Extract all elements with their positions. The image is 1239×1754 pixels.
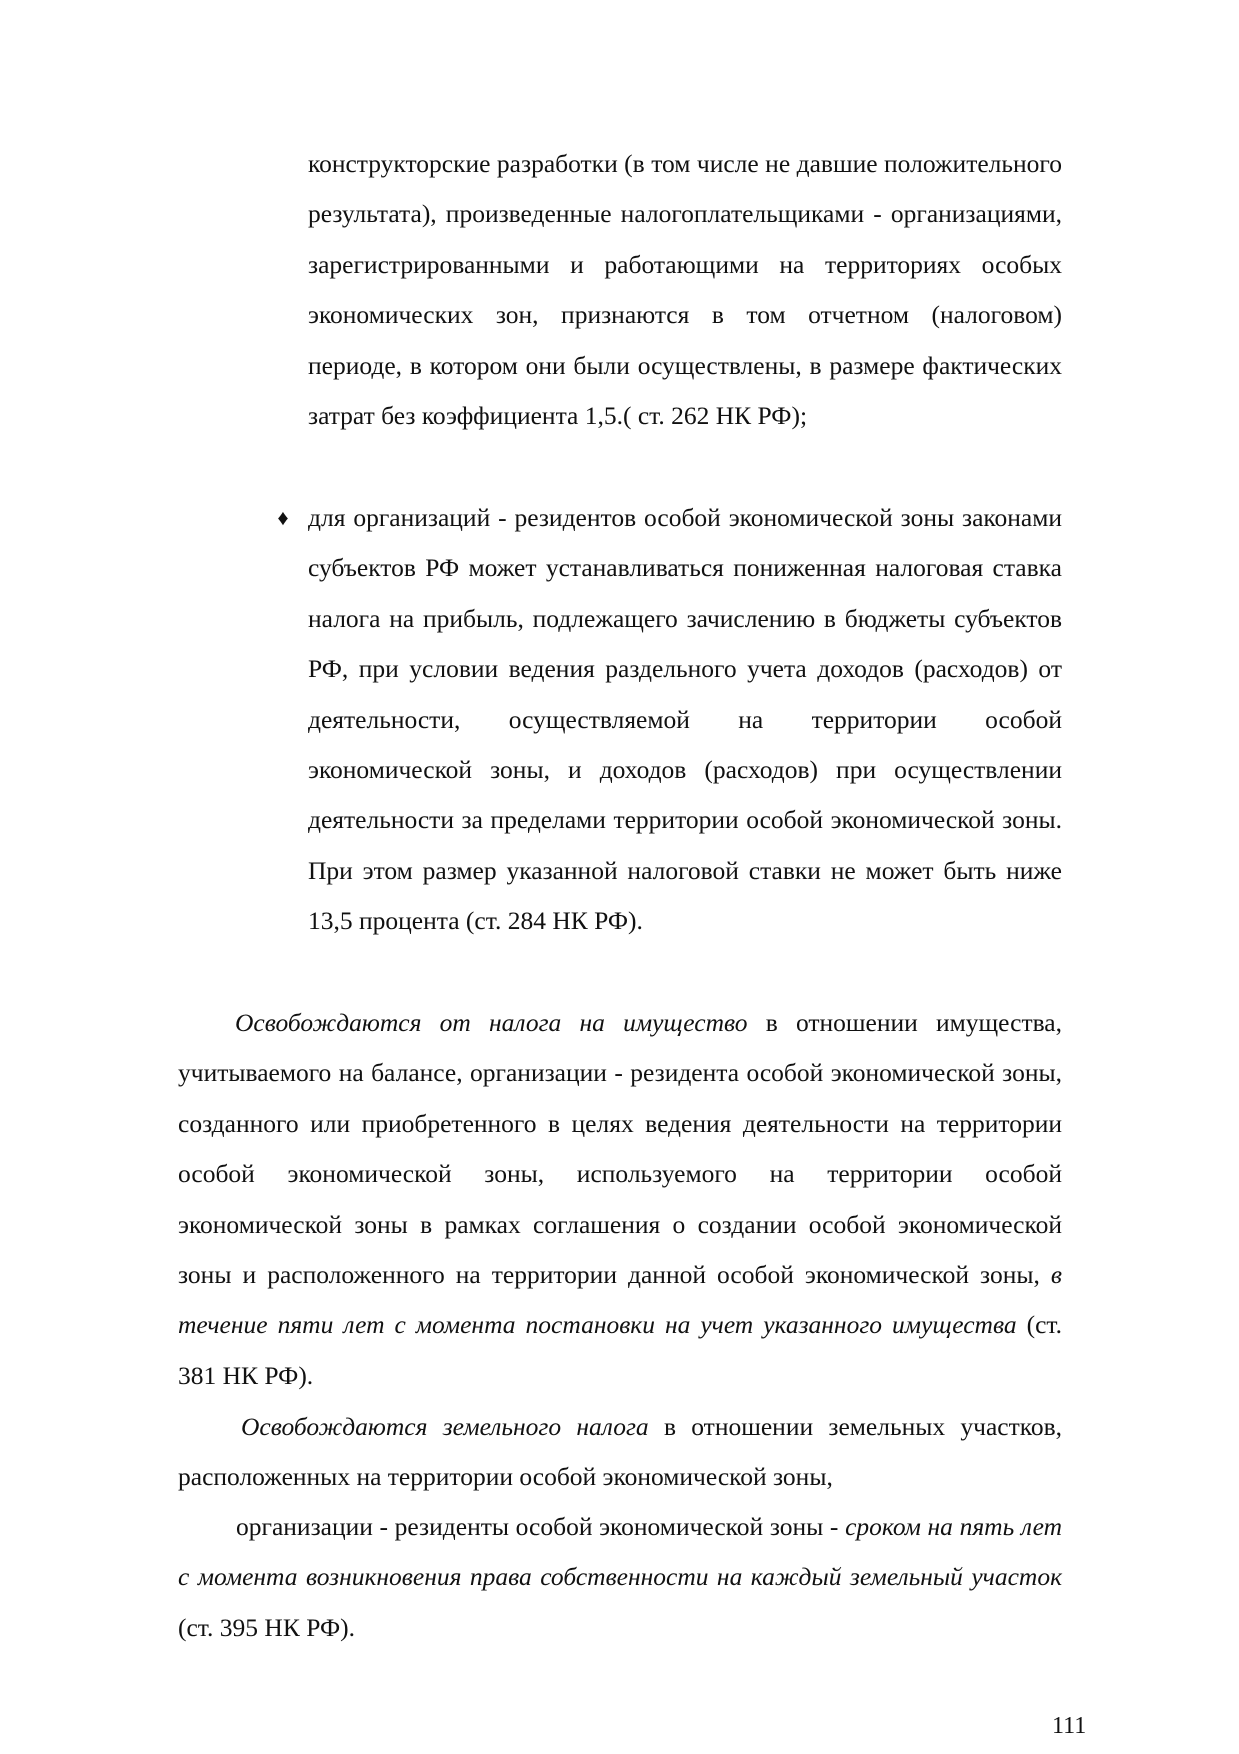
property-tax-reference: (ст. 381 НК РФ).	[178, 1310, 1062, 1390]
residents-body: организации - резиденты особой экономической зоны -	[236, 1512, 846, 1541]
property-tax-body: в отношении имущества, учитываемого на балансе, организации - резидента особой экономической зоны, созданного или приобретенного в целях ведения деятельности на территории особой экономической зоны, используемого на территории особой экономической зоны в рамках соглашения о создании особой экономической зоны и расположенного на территории данной особой экономической зоны,	[178, 1008, 1062, 1290]
land-tax-paragraph	[178, 1402, 1062, 1503]
property-tax-term: в течение пяти лет с момента постановки на учет указанного имущества	[178, 1260, 1062, 1340]
land-tax-lead: Освобождаются земельного налога	[241, 1412, 649, 1441]
bullet-list-item: для организаций - резидентов особой экономической зоны законами субъектов РФ может устанавливаться пониженная налоговая ставка налога на прибыль, подлежащего зачислению в бюджеты субъектов РФ, при условии ведения раздельного учета доходов (расходов) от деятельности, осуществляемой на территории особой экономической зоны, и доходов (расходов) при осуществлении деятельности за пределами территории особой экономической зоны. При этом размер указанной налоговой ставки не может быть ниже 13,5 процента (ст. 284 НК РФ).	[308, 503, 1062, 936]
continued-list-item: конструкторские разработки (в том числе не давшие положительного результата), произведенные налогоплательщиками - организациями, зарегистрированными и работающими на территориях особых экономических зон, признаются в том отчетном (налоговом) периоде, в котором они были осуществлены, в размере фактических затрат без коэффициента 1,5.( ст. 262 НК РФ);	[308, 149, 1062, 431]
property-tax-lead: Освобождаются от налога на имущество	[235, 1008, 748, 1037]
diamond-bullet-icon: ♦	[277, 505, 289, 530]
residents-paragraph	[178, 1502, 1062, 1653]
residents-term: сроком на пять лет с момента возникновения права собственности на каждый земельный участок	[178, 1512, 1062, 1592]
land-tax-body: в отношении земельных участков, расположенных на территории особой экономической зоны,	[178, 1412, 1063, 1492]
residents-reference: (ст. 395 НК РФ).	[178, 1612, 355, 1642]
property-tax-paragraph	[178, 998, 1062, 1401]
page-number: 111	[1052, 1713, 1087, 1739]
